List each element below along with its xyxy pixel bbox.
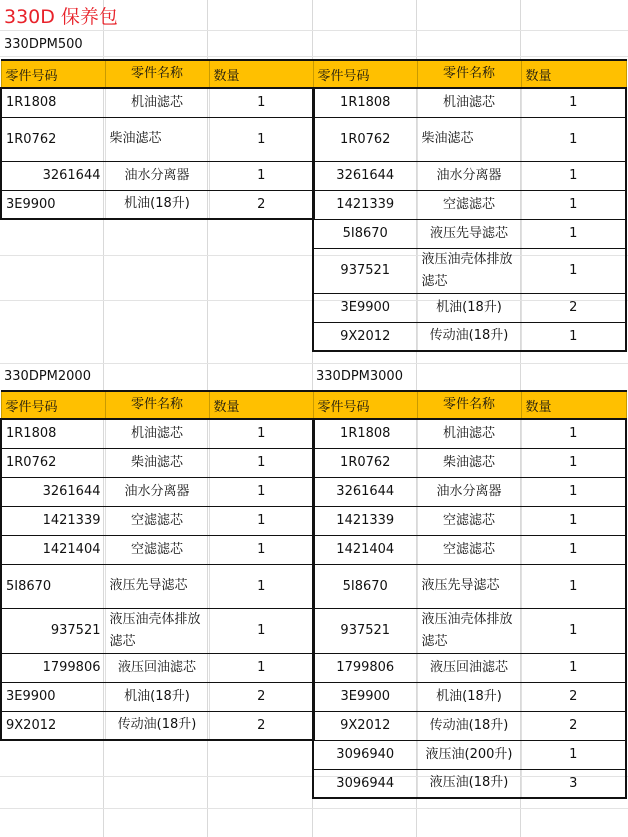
quantity-cell: 1: [209, 535, 314, 564]
table-row: [1, 653, 314, 682]
quantity-cell: 1: [521, 219, 626, 248]
header-part-number: 零件号码: [1, 60, 105, 88]
table-row: [313, 608, 626, 653]
part-number-cell: 1421339: [313, 190, 417, 219]
quantity-cell: 1: [209, 419, 314, 448]
table-header-row: [313, 391, 626, 419]
part-number-cell: 3E9900: [1, 682, 105, 711]
part-number-cell: 5I8670: [1, 564, 105, 608]
part-name-cell: 液压油壳体排放滤芯: [417, 248, 521, 293]
table-row: [313, 88, 626, 117]
part-name-cell: 机油滤芯: [417, 419, 521, 448]
header-quantity: 数量: [209, 60, 314, 88]
grid-line: [0, 56, 628, 57]
part-name-cell: 机油滤芯: [105, 88, 209, 117]
parts-table-pm2000: [0, 390, 315, 741]
quantity-cell: 1: [521, 506, 626, 535]
part-number-cell: 1R1808: [313, 419, 417, 448]
part-name-cell: 油水分离器: [105, 477, 209, 506]
part-number-cell: 937521: [313, 608, 417, 653]
quantity-cell: 2: [521, 293, 626, 322]
table-row: [313, 419, 626, 448]
table-row: [313, 506, 626, 535]
part-name-cell: 液压先导滤芯: [417, 564, 521, 608]
part-number-cell: 3096944: [313, 769, 417, 798]
header-quantity: 数量: [209, 391, 314, 419]
part-number-cell: 1421404: [1, 535, 105, 564]
quantity-cell: 1: [521, 477, 626, 506]
part-name-cell: 机油滤芯: [105, 419, 209, 448]
header-part-number: 零件号码: [1, 391, 105, 419]
quantity-cell: 1: [521, 117, 626, 161]
quantity-cell: 1: [209, 448, 314, 477]
grid-line: [0, 808, 628, 809]
header-part-name: 零件名称: [417, 60, 521, 88]
section-label-pm3000: 330DPM3000: [316, 369, 403, 384]
quantity-cell: 1: [521, 535, 626, 564]
table-row: [1, 564, 314, 608]
part-name-cell: 传动油(18升): [417, 322, 521, 351]
part-name-cell: 液压油壳体排放滤芯: [105, 608, 209, 653]
part-name-cell: 传动油(18升): [105, 711, 209, 740]
part-number-cell: 5I8670: [313, 219, 417, 248]
part-name-cell: 机油滤芯: [417, 88, 521, 117]
quantity-cell: 2: [521, 711, 626, 740]
table-row: [313, 564, 626, 608]
part-name-cell: 传动油(18升): [417, 711, 521, 740]
table-header-row: [1, 391, 314, 419]
quantity-cell: 1: [521, 564, 626, 608]
table-row: [1, 419, 314, 448]
table-row: [1, 535, 314, 564]
part-name-cell: 油水分离器: [105, 161, 209, 190]
part-name-cell: 液压先导滤芯: [105, 564, 209, 608]
quantity-cell: 1: [209, 506, 314, 535]
header-part-name: 零件名称: [417, 391, 521, 419]
table-row: [1, 448, 314, 477]
header-quantity: 数量: [521, 391, 626, 419]
table-row: [313, 248, 626, 293]
table-header-row: [313, 60, 626, 88]
part-number-cell: 937521: [313, 248, 417, 293]
table-row: [313, 653, 626, 682]
part-number-cell: 1421339: [1, 506, 105, 535]
sheet-title: 330D 保养包: [4, 6, 118, 28]
header-part-name: 零件名称: [105, 391, 209, 419]
quantity-cell: 1: [521, 448, 626, 477]
table-row: [1, 682, 314, 711]
part-number-cell: 1421339: [313, 506, 417, 535]
table-row: [1, 506, 314, 535]
quantity-cell: 2: [209, 682, 314, 711]
table-row: [313, 322, 626, 351]
part-number-cell: 3261644: [313, 161, 417, 190]
part-number-cell: 9X2012: [313, 322, 417, 351]
part-name-cell: 液压回油滤芯: [417, 653, 521, 682]
part-number-cell: 937521: [1, 608, 105, 653]
part-number-cell: 1799806: [1, 653, 105, 682]
grid-line: [0, 30, 628, 31]
quantity-cell: 1: [521, 88, 626, 117]
table-row: [313, 161, 626, 190]
table-row: [313, 477, 626, 506]
quantity-cell: 1: [521, 419, 626, 448]
table-row: [313, 293, 626, 322]
part-name-cell: 空滤滤芯: [417, 535, 521, 564]
part-number-cell: 3096940: [313, 740, 417, 769]
part-name-cell: 液压油(200升): [417, 740, 521, 769]
part-number-cell: 1R1808: [313, 88, 417, 117]
table-row: [313, 711, 626, 740]
quantity-cell: 1: [521, 322, 626, 351]
part-number-cell: 3E9900: [313, 293, 417, 322]
quantity-cell: 1: [521, 248, 626, 293]
part-number-cell: 3261644: [1, 161, 105, 190]
part-number-cell: 9X2012: [313, 711, 417, 740]
part-number-cell: 1421404: [313, 535, 417, 564]
part-number-cell: 3E9900: [313, 682, 417, 711]
quantity-cell: 1: [209, 477, 314, 506]
part-number-cell: 1R0762: [1, 117, 105, 161]
part-name-cell: 柴油滤芯: [417, 117, 521, 161]
quantity-cell: 1: [521, 653, 626, 682]
quantity-cell: 1: [209, 161, 314, 190]
table-row: [1, 477, 314, 506]
quantity-cell: 1: [209, 608, 314, 653]
section-label-pm2000: 330DPM2000: [4, 369, 91, 384]
part-number-cell: 9X2012: [1, 711, 105, 740]
parts-table-pm500-right: [312, 59, 627, 352]
table-row: [313, 535, 626, 564]
table-row: [313, 682, 626, 711]
part-number-cell: 1R1808: [1, 419, 105, 448]
part-name-cell: 机油(18升): [417, 293, 521, 322]
part-name-cell: 机油(18升): [105, 682, 209, 711]
part-name-cell: 油水分离器: [417, 161, 521, 190]
table-row: [313, 740, 626, 769]
part-number-cell: 1799806: [313, 653, 417, 682]
quantity-cell: 1: [209, 564, 314, 608]
part-name-cell: 液压回油滤芯: [105, 653, 209, 682]
part-number-cell: 3261644: [1, 477, 105, 506]
table-row: [1, 711, 314, 740]
table-row: [1, 608, 314, 653]
part-name-cell: 空滤滤芯: [417, 190, 521, 219]
header-part-number: 零件号码: [313, 60, 417, 88]
part-name-cell: 机油(18升): [105, 190, 209, 219]
quantity-cell: 2: [209, 711, 314, 740]
section-label-pm500: 330DPM500: [4, 37, 83, 52]
part-name-cell: 液压油(18升): [417, 769, 521, 798]
part-number-cell: 1R0762: [1, 448, 105, 477]
part-number-cell: 1R0762: [313, 117, 417, 161]
part-number-cell: 5I8670: [313, 564, 417, 608]
part-name-cell: 空滤滤芯: [417, 506, 521, 535]
table-row: [313, 117, 626, 161]
part-name-cell: 柴油滤芯: [105, 448, 209, 477]
quantity-cell: 1: [209, 88, 314, 117]
part-name-cell: 柴油滤芯: [417, 448, 521, 477]
table-header-row: [1, 60, 314, 88]
quantity-cell: 2: [209, 190, 314, 219]
part-name-cell: 机油(18升): [417, 682, 521, 711]
parts-table-pm500-left: [0, 59, 315, 220]
quantity-cell: 1: [521, 740, 626, 769]
header-part-number: 零件号码: [313, 391, 417, 419]
table-row: [313, 769, 626, 798]
part-name-cell: 油水分离器: [417, 477, 521, 506]
quantity-cell: 3: [521, 769, 626, 798]
quantity-cell: 1: [209, 653, 314, 682]
quantity-cell: 1: [521, 608, 626, 653]
part-name-cell: 液压油壳体排放滤芯: [417, 608, 521, 653]
table-row: [1, 161, 314, 190]
part-number-cell: 3261644: [313, 477, 417, 506]
table-row: [313, 190, 626, 219]
grid-line: [0, 363, 628, 364]
part-number-cell: 1R1808: [1, 88, 105, 117]
part-name-cell: 液压先导滤芯: [417, 219, 521, 248]
quantity-cell: 1: [521, 161, 626, 190]
header-quantity: 数量: [521, 60, 626, 88]
table-row: [1, 88, 314, 117]
table-row: [1, 190, 314, 219]
header-part-name: 零件名称: [105, 60, 209, 88]
part-number-cell: 3E9900: [1, 190, 105, 219]
parts-table-pm3000: [312, 390, 627, 799]
table-row: [313, 448, 626, 477]
quantity-cell: 1: [521, 190, 626, 219]
part-name-cell: 柴油滤芯: [105, 117, 209, 161]
quantity-cell: 2: [521, 682, 626, 711]
table-row: [1, 117, 314, 161]
part-name-cell: 空滤滤芯: [105, 506, 209, 535]
part-name-cell: 空滤滤芯: [105, 535, 209, 564]
table-row: [313, 219, 626, 248]
part-number-cell: 1R0762: [313, 448, 417, 477]
quantity-cell: 1: [209, 117, 314, 161]
